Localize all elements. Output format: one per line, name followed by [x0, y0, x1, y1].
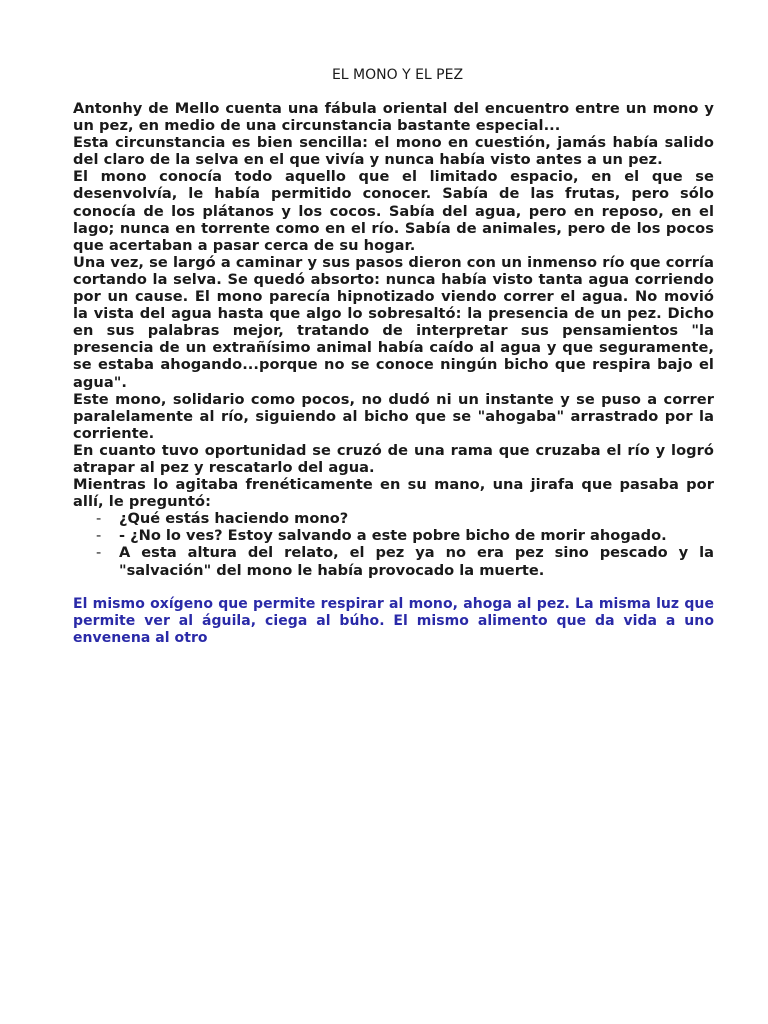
paragraph-intro: Antonhy de Mello cuenta una fábula oriental del encuentro entre un mono y un pez, en medio de una circunstancia bastante especial...	[73, 100, 714, 135]
dialog-dash: -	[96, 527, 102, 545]
dialog-text: ¿Qué estás haciendo mono?	[119, 510, 349, 528]
dialog-item	[73, 544, 714, 578]
dialog-list	[73, 510, 714, 578]
dialog-text: A esta altura del relato, el pez ya no era pez sino pescado y la "salvación" del mono le había provocado la muerte.	[119, 544, 714, 579]
moral-paragraph: El mismo oxígeno que permite respirar al mono, ahoga al pez. La misma luz que permite ver al águila, ciega al búho. El mismo alimento que da vida a uno envenena al otro	[73, 595, 714, 647]
paragraph-giraffe: Mientras lo agitaba frenéticamente en su mano, una jirafa que pasaba por allí, le preguntó:	[73, 476, 714, 511]
dialog-item	[73, 527, 714, 544]
document-page	[73, 66, 714, 648]
paragraph-monkey-knowledge: El mono conocía todo aquello que el limitado espacio, en el que se desenvolvía, le había permitido conocer. Sabía de las frutas, pero sólo conocía de los plátanos y los cocos. Sabía del agua, pero en reposo, en el lago; nunca en torrente como en el río. Sabía de animales, pero de los pocos que acertaban a pasar cerca de su hogar.	[73, 168, 714, 254]
dialog-dash: -	[96, 544, 102, 562]
document-title: EL MONO Y EL PEZ	[331, 67, 464, 83]
dialog-dash: -	[96, 510, 102, 528]
paragraph-running: Este mono, solidario como pocos, no dudó ni un instante y se puso a correr paralelamente al río, siguiendo al bicho que se "ahogaba" arrastrado por la corriente.	[73, 390, 714, 442]
paragraph-circumstance: Esta circunstancia es bien sencilla: el mono en cuestión, jamás había salido del claro de la selva en el que vivía y nunca había visto antes a un pez.	[73, 134, 714, 169]
paragraph-rescue: En cuanto tuvo oportunidad se cruzó de una rama que cruzaba el río y logró atrapar al pez y rescatarlo del agua.	[73, 441, 714, 476]
dialog-item	[73, 510, 714, 527]
paragraph-river: Una vez, se largó a caminar y sus pasos dieron con un inmenso río que corría cortando la selva. Se quedó absorto: nunca había visto tanta agua corriendo por un cause. El mono parecía hipnotizado viendo correr el agua. No movió la vista del agua hasta que algo lo sobresaltó: la presencia de un pez. Dicho en sus palabras mejor, tratando de interpretar sus pensamientos "la presencia de un extrañísimo animal había caído al agua y que seguramente, se estaba ahogando...porque no se conoce ningún bicho que respira bajo el agua".	[73, 253, 714, 391]
dialog-text: - ¿No lo ves? Estoy salvando a este pobre bicho de morir ahogado.	[119, 527, 667, 545]
